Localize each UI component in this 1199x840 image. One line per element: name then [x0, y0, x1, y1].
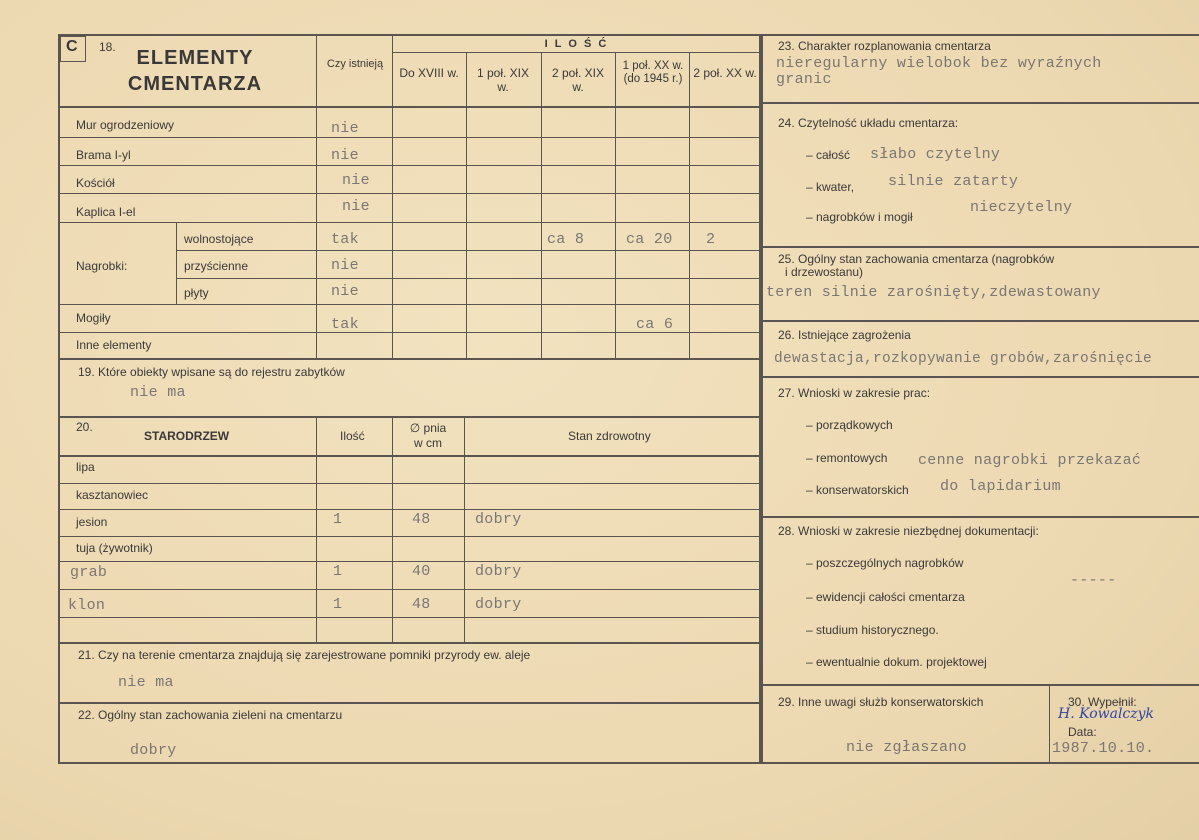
row-brama-label: Brama I-yl	[76, 148, 131, 162]
s28-studium: – studium historycznego.	[806, 623, 939, 637]
s20-number: 20.	[76, 420, 93, 434]
s19-value: nie ma	[130, 384, 186, 401]
tree-name: jesion	[76, 515, 108, 529]
wolno-p5-value: 2	[706, 231, 716, 248]
tree-name: kasztanowiec	[76, 488, 149, 502]
starodrzew-table	[58, 416, 761, 644]
s29-value: nie zgłaszano	[846, 739, 967, 756]
tree-ilosc: 1	[333, 511, 343, 528]
s28-poszczegolnych-value: -----	[1070, 572, 1117, 589]
tree-pnia: 48	[412, 596, 431, 613]
col-period-3: 2 poł. XIX w.	[551, 66, 605, 94]
s26-value: dewastacja,rozkopywanie grobów,zarośnięcie	[774, 351, 1153, 367]
s20-row-line	[58, 617, 761, 618]
s22-label: 22. Ogólny stan zachowania zieleni na cmentarzu	[78, 708, 343, 722]
s27-remontowych-value: cenne nagrobki przekazać	[918, 452, 1142, 469]
kosciol-exists-value: nie	[342, 172, 370, 189]
tree-name: klon	[68, 597, 106, 614]
s27-konserwatorskich: – konserwatorskich	[806, 483, 909, 497]
row-line	[176, 250, 761, 251]
s23-value-1: nieregularny wielobok bez wyraźnych	[776, 55, 1102, 72]
s22-value: dobry	[130, 742, 177, 759]
s23-label: 23. Charakter rozplanowania cmentarza	[778, 39, 991, 53]
col-period-2: 1 poł. XIX w.	[476, 66, 530, 94]
s21-value: nie ma	[118, 674, 174, 691]
row-inne-label: Inne elementy	[76, 338, 152, 352]
row-przyscienne-label: przyścienne	[184, 259, 249, 273]
s24-kwater-value: silnie zatarty	[888, 173, 1019, 190]
mogily-exists-value: tak	[331, 316, 359, 333]
s20-row-line	[58, 589, 761, 590]
s20-col-divider	[316, 416, 317, 644]
s28-poszczegolnych: – poszczególnych nagrobków	[806, 556, 964, 570]
s19-label: 19. Które obiekty wpisane są do rejestru zabytków	[78, 365, 345, 379]
s23-value-2: granic	[776, 71, 832, 88]
col-divider-p3	[541, 52, 542, 360]
mur-exists-value: nie	[331, 120, 359, 137]
mogily-p4-value: ca 6	[636, 316, 674, 333]
row-kosciol-label: Kościół	[76, 176, 115, 190]
col-divider-exists	[316, 34, 317, 360]
wolno-p3-value: ca 8	[547, 231, 585, 248]
col-period-5: 2 poł. XX w.	[693, 66, 757, 80]
s30-date-value: 1987.10.10.	[1052, 740, 1155, 757]
s30-signature: H. Kowalczyk	[1058, 706, 1155, 722]
s24-kwater-label: – kwater,	[806, 180, 855, 194]
wolno-p4-value: ca 20	[626, 231, 673, 248]
plyty-exists-value: nie	[331, 283, 359, 300]
s20-row-line	[58, 561, 761, 562]
s25-value: teren silnie zarośnięty,zdewastowany	[766, 284, 1101, 301]
s30-label: 30. Wypełnił:	[1068, 695, 1137, 709]
row-wolnostojace-label: wolnostojące	[184, 232, 254, 246]
tree-stan: dobry	[475, 511, 522, 528]
kaplica-exists-value: nie	[342, 198, 370, 215]
s28-ewidencji: – ewidencji całości cmentarza	[806, 590, 965, 604]
s29-label: 29. Inne uwagi służb konserwatorskich	[778, 695, 984, 709]
s25-label-2: i drzewostanu)	[785, 265, 864, 279]
s24-nagrobkow-value: nieczytelny	[970, 199, 1073, 216]
s27-label: 27. Wnioski w zakresie prac:	[778, 386, 931, 400]
col-period-1: Do XVIII w.	[399, 66, 459, 80]
row-line	[176, 278, 761, 279]
row-mur-label: Mur ogrodzeniowy	[76, 118, 175, 132]
col-divider-p2	[466, 52, 467, 360]
s20-col-divider	[464, 416, 465, 644]
nagrobki-subdivider	[176, 222, 177, 304]
s20-col-stan: Stan zdrowotny	[568, 429, 651, 443]
col-exists-header: Czy istnieją	[326, 58, 384, 70]
elements-number: 18.	[99, 40, 116, 54]
s21-label: 21. Czy na terenie cmentarza znajdują się zarejestrowane pomniki przyrody ew. aleje	[78, 648, 531, 662]
tree-stan: dobry	[475, 563, 522, 580]
col-divider-p5	[689, 52, 690, 360]
s24-calosc-value: słabo czytelny	[870, 146, 1001, 163]
s27-porzadkowych: – porządkowych	[806, 418, 893, 432]
s24-label: 24. Czytelność układu cmentarza:	[778, 116, 959, 130]
s28-label: 28. Wnioski w zakresie niezbędnej dokumentacji:	[778, 524, 1039, 538]
s27-konserwatorskich-value: do lapidarium	[940, 478, 1061, 495]
przysc-exists-value: nie	[331, 257, 359, 274]
row-kaplica-label: Kaplica I-el	[76, 205, 136, 219]
s27-remontowych: – remontowych	[806, 451, 888, 465]
s20-col-pnia-1: ∅ pnia	[409, 421, 447, 435]
col-ilosc-header: I L O Ś Ć	[544, 38, 609, 50]
s20-title: STARODRZEW	[144, 429, 230, 443]
col-divider-p4	[615, 52, 616, 360]
s20-col-pnia-2: w cm	[414, 436, 442, 450]
row-line	[58, 165, 761, 166]
tree-name: grab	[70, 564, 108, 581]
s20-header-line	[58, 455, 761, 457]
tree-name: lipa	[76, 460, 95, 474]
row-plyty-label: płyty	[184, 286, 209, 300]
row-line	[58, 222, 761, 223]
tree-pnia: 40	[412, 563, 431, 580]
s20-row-line	[58, 509, 761, 510]
row-mogily-label: Mogiły	[76, 311, 111, 325]
s28-projektowej: – ewentualnie dokum. projektowej	[806, 655, 987, 669]
row-line	[58, 304, 761, 305]
s30-date-label: Data:	[1068, 725, 1097, 739]
col-divider-p1	[392, 34, 393, 360]
elements-title-line2: CMENTARZA	[127, 73, 263, 95]
tree-ilosc: 1	[333, 563, 343, 580]
row-line	[58, 193, 761, 194]
tree-pnia: 48	[412, 511, 431, 528]
tree-stan: dobry	[475, 596, 522, 613]
s29-s30-divider	[1049, 684, 1050, 764]
wolno-exists-value: tak	[331, 231, 359, 248]
s20-row-line	[58, 483, 761, 484]
elements-title-line1: ELEMENTY	[136, 47, 254, 69]
row-line	[58, 137, 761, 138]
brama-exists-value: nie	[331, 147, 359, 164]
s20-col-divider	[392, 416, 393, 644]
col-period-4: 1 poł. XX w. (do 1945 r.)	[622, 60, 684, 85]
section-c-letter: C	[66, 38, 78, 55]
header-bottom-line	[58, 106, 761, 108]
tree-name: tuja (żywotnik)	[76, 541, 153, 555]
s20-col-ilosc: Ilość	[340, 429, 365, 443]
s26-label: 26. Istniejące zagrożenia	[778, 328, 911, 342]
s20-row-line	[58, 536, 761, 537]
s24-calosc-label: – całość	[806, 148, 851, 162]
tree-ilosc: 1	[333, 596, 343, 613]
s24-nagrobkow-label: – nagrobków i mogił	[806, 210, 913, 224]
ilosc-underline	[392, 52, 761, 53]
row-nagrobki-label: Nagrobki:	[76, 259, 128, 273]
s25-label-1: 25. Ogólny stan zachowania cmentarza (nagrobków	[778, 252, 1055, 266]
